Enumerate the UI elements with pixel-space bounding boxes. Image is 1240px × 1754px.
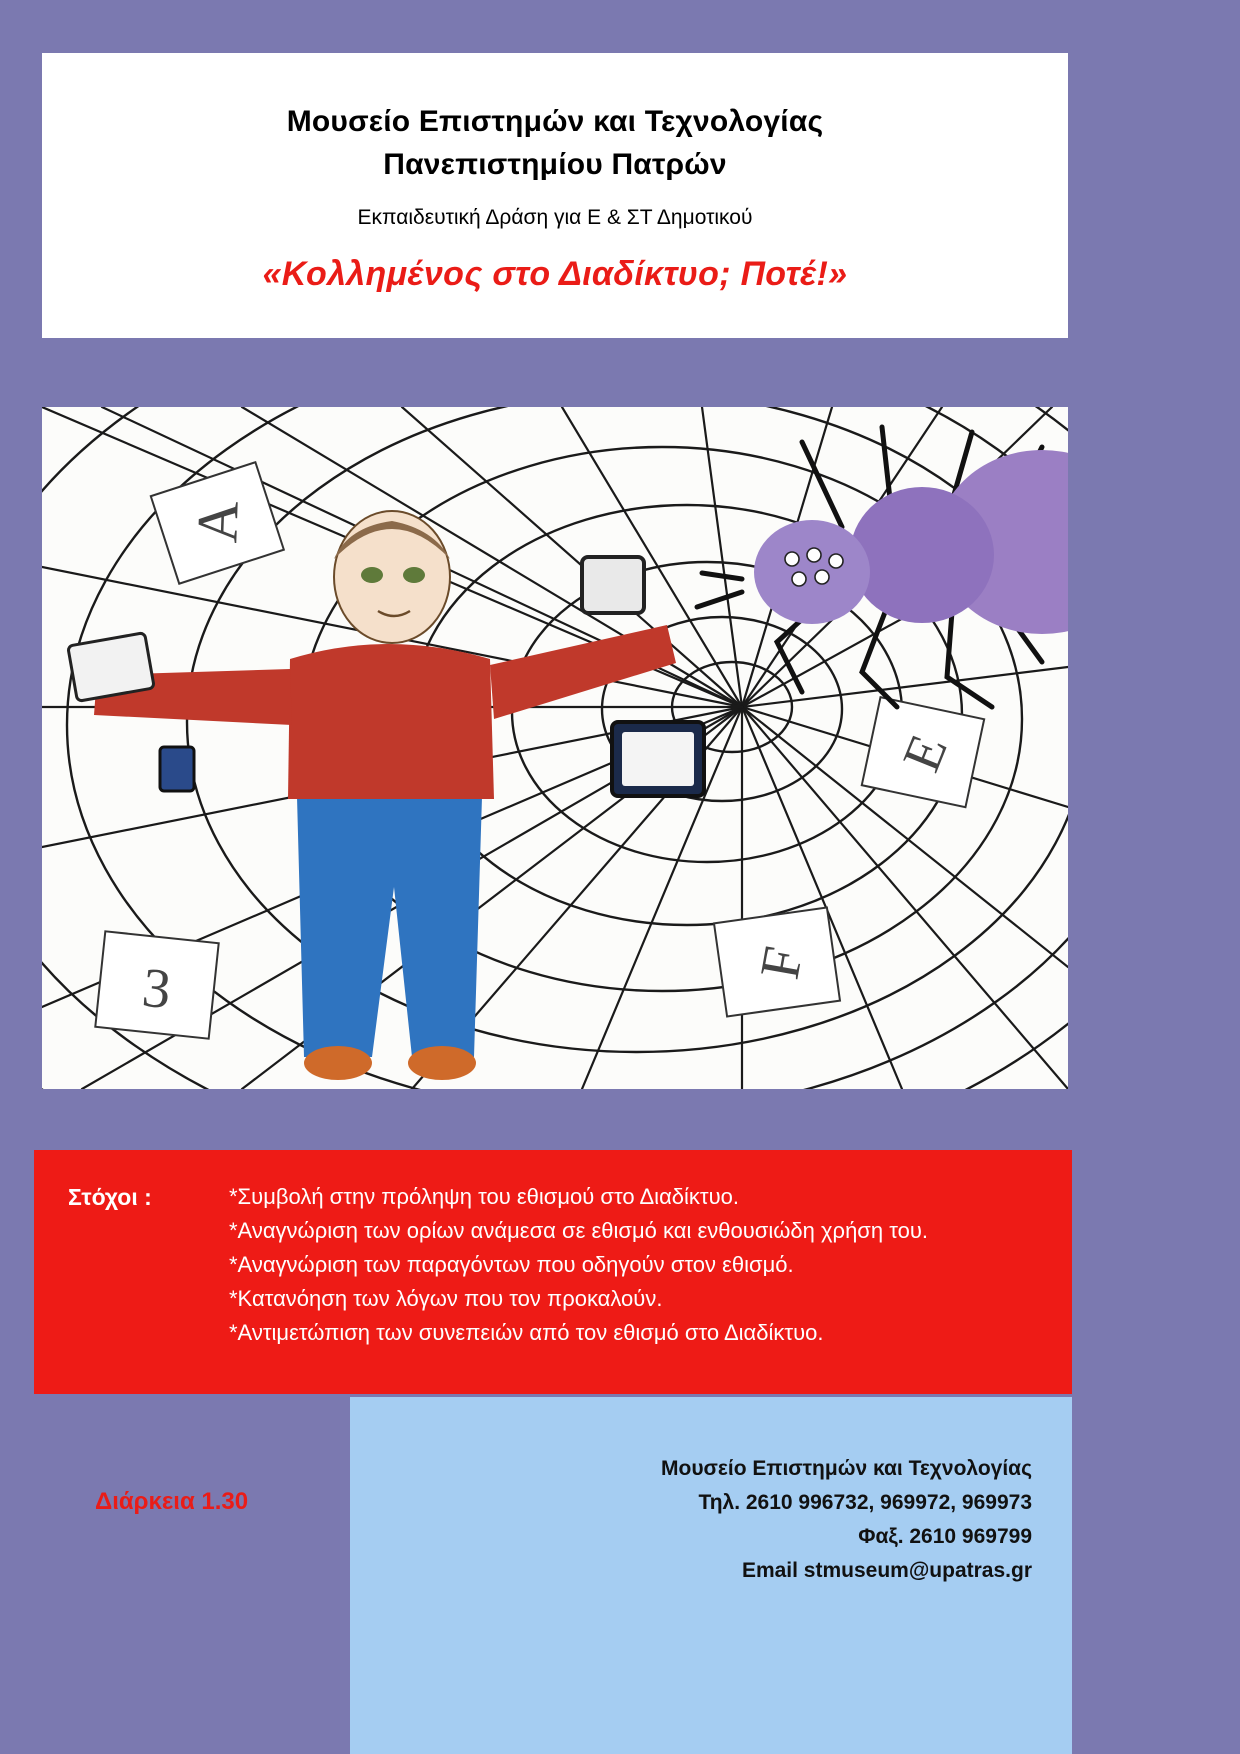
objective-item: *Αναγνώριση των ορίων ανάμεσα σε εθισμό και ενθουσιώδη χρήση του.: [229, 1218, 928, 1244]
objectives-list: [229, 1180, 1042, 1350]
svg-text:E: E: [890, 726, 959, 780]
objectives-block: [34, 1150, 1072, 1394]
header-subtitle: Εκπαιδευτική Δράση για Ε & ΣΤ Δημοτικού: [357, 206, 753, 230]
duration-label: Διάρκεια 1.30: [95, 1488, 249, 1515]
program-title: «Κολλημένος στο Διαδίκτυο; Ποτέ!»: [262, 255, 848, 294]
spider-web-drawing: [42, 407, 1068, 1089]
artwork-image: [42, 407, 1068, 1089]
objective-item: *Κατανόηση των λόγων που τον προκαλούν.: [229, 1286, 663, 1312]
contact-email: Email stmuseum@upatras.gr: [741, 1559, 1032, 1583]
objectives-label: Στόχοι :: [68, 1184, 152, 1210]
objective-item: *Αντιμετώπιση των συνεπειών από τον εθισμό στο Διαδίκτυο.: [229, 1320, 824, 1346]
contact-phone: Τηλ. 2610 996732, 969972, 969973: [698, 1491, 1032, 1515]
contact-fax: Φαξ. 2610 969799: [858, 1525, 1032, 1549]
objective-item: *Αναγνώριση των παραγόντων που οδηγούν στον εθισμό.: [229, 1252, 794, 1278]
museum-title-line-2: Πανεπιστημίου Πατρών: [383, 147, 727, 181]
contact-block: [350, 1397, 1072, 1754]
header-panel: [42, 53, 1068, 338]
contact-museum-name: Μουσείο Επιστημών και Τεχνολογίας: [661, 1457, 1032, 1480]
svg-text:F: F: [748, 942, 816, 984]
museum-title-line-1: Μουσείο Επιστημών και Τεχνολογίας: [286, 105, 824, 138]
objective-item: *Συμβολή στην πρόληψη του εθισμού στο Διαδίκτυο.: [229, 1184, 739, 1209]
svg-text:A: A: [184, 499, 251, 545]
svg-text:3: 3: [139, 956, 174, 1022]
